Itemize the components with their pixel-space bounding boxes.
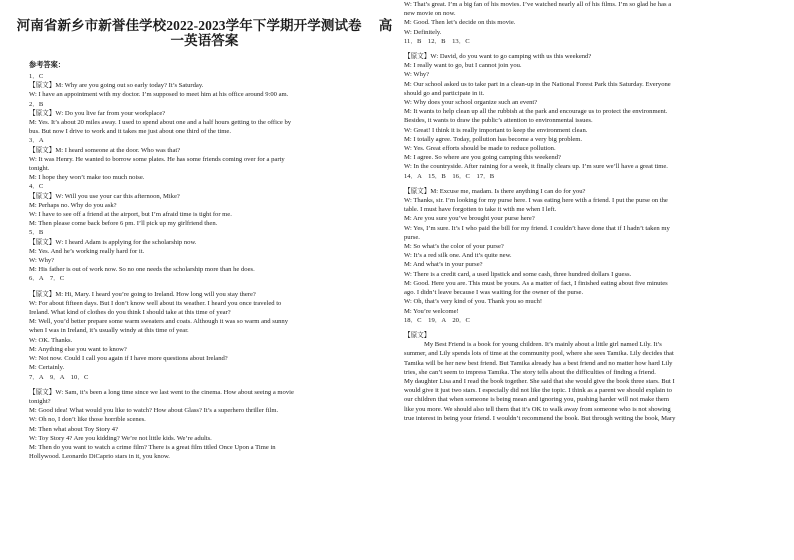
left-text-line: W: Oh no, I don’t like those horrible scenes. [29,416,146,424]
left-text-line: 【原文】W: Sam, it’s been a long time since we last went to the cinema. How about seeing a movie [29,388,294,396]
left-text-line: W: Not now. Could I call you again if I have more questions about Ireland? [29,355,228,363]
left-text-line: 4．C [29,183,44,191]
left-text-line: 【原文】M: Why are you going out so early today? It’s Saturday. [29,82,204,90]
right-text-line: M: I agree. So where are you going camping this weekend? [404,154,561,162]
left-text-line: bus. But now I drive to work and it takes me just about one third of the time. [29,128,231,136]
right-text-line: M: Our school asked us to take part in a clean-up in the National Forest Park this Saturday. Everyone [404,80,671,88]
right-text-line: our children that when someone is being mean and ignoring you, pushing harder will not make them [404,396,669,404]
right-text-line: W: Yes, I’m sure. It’s I who paid the bill for my friend. I couldn’t have done that if I hadn’t taken my [404,224,670,232]
right-text-line: 【原文】W: David, do you want to go camping with us this weekend? [404,53,592,61]
right-text-line: new movie on now. [404,10,456,18]
left-text-line: M: Yes. It’s about 20 miles away. I used to spend about one and a half hours getting to the office by [29,119,292,127]
left-text-line: M: Then do you want to watch a crime film? There is a great film titled Once Upon a Time in [29,443,276,451]
right-text-line: W: Why? [404,71,430,79]
right-text-line: M: I totally agree. Today, pollution has become a very big problem. [404,135,583,143]
right-text-line: My Best Friend is a book for young children. It’s mainly about a little girl named Lily. It’s [424,341,662,349]
left-text-line: 5．B [29,229,44,237]
right-text-line: should go and participate in it. [404,89,485,97]
right-text-line: M: So what’s the color of your purse? [404,243,504,251]
left-text-line: when I was in Ireland, it’s usually windy at this time of year. [29,327,189,335]
left-text-line: M: Then please come back before 6 pm. I’ll pick up my girlfriend then. [29,220,218,228]
right-text-line: M: And what’s in your purse? [404,261,483,269]
left-text-line: Hollywood. Leonardo DiCaprio stars in it, you know. [29,453,170,461]
left-text-line: 3．A [29,137,44,145]
left-text-line: W: OK. Thanks. [29,336,73,344]
left-text-line: 【原文】M: Hi, Mary. I heard you’re going to Ireland. How long will you stay there? [29,290,256,298]
right-text-line: W: Definitely. [404,28,442,36]
page-title: 河南省新乡市新誉佳学校2022-2023学年下学期开学测试卷 高一英语答案 [16,18,393,48]
right-text-line: 【原文】 [404,331,431,339]
left-text-line: M: Perhaps no. Why do you ask? [29,201,117,209]
right-text-line: M: You’re welcome! [404,307,459,315]
right-text-line: W: There is a credit card, a used lipstick and some cash, three hundred dollars I guess. [404,270,632,278]
left-text-line: M: Anything else you want to know? [29,345,127,353]
right-text-line: W: Yes. Great efforts should be made to reduce pollution. [404,145,556,153]
left-text-line: W: I have an appointment with my doctor. I’m supposed to meet him at his office around 9:00 am. [29,91,289,99]
left-text-line: tonight? [29,397,51,405]
left-text-line: M: Certainly. [29,364,65,372]
left-text-line: M: Well, you’d better prepare some warm sweaters and coats. Although it was so warm and sunny [29,318,289,326]
left-text-line: W: Why? [29,257,55,265]
left-text-line: 7．A 9．A 10．C [29,373,89,381]
right-text-line: W: Why does your school organize such an event? [404,99,538,107]
right-text-line: tries, she can’t seem to impress Tamika. The story tells about the difficulties of finding a friend. [404,368,656,376]
left-text-line: 【原文】W: Will you use your car this afternoon, Mike? [29,192,180,200]
right-text-line: W: Thanks, sir. I’m looking for my purse here. I was eating here with a friend. I put the purse on the [404,197,668,205]
left-text-line: 【原文】W: Do you live far from your workplace? [29,109,166,117]
left-text-line: 【原文】M: I heard someone at the door. Who was that? [29,146,181,154]
right-text-line: true interest in being your friend. I wouldn’t recommend the book. But through writing the book, Mary [404,414,676,422]
right-text-line: 【原文】M: Excuse me, madam. Is there anything I can do for you? [404,187,586,195]
right-text-line: table. I must have forgotten to take it with me when I left. [404,206,557,214]
left-text-line: W: Toy Story 4? Are you kidding? We’re not little kids. We’re adults. [29,434,212,442]
right-text-line: Tamika will be her new best friend. But Tamika already has a best friend and no matter how hard Lily [404,359,673,367]
left-text-line: 【原文】W: I heard Adam is applying for the scholarship now. [29,238,197,246]
left-column-text [29,72,396,461]
left-text-line: 2．B [29,100,44,108]
right-text-line: 14．A 15．B 16．C 17．B [404,172,495,180]
left-column [13,0,396,461]
right-text-line: ago. I didn’t leave because I was waiting for the owner of the purse. [404,289,584,297]
right-text-line: 18．C 19．A 20．C [404,316,470,324]
reference-answer-label: 参考答案： [29,60,65,69]
right-text-line: summer, and Lily spends lots of time at the community pool, where she sees Tamika. Lily decides that [404,350,674,358]
right-text-line: would give it just two stars. I especially did not like the topic. I think as a parent we should explain to [404,387,672,395]
right-text-line: W: Oh, that’s very kind of you. Thank you so much! [404,298,543,306]
left-text-line: Ireland. What kind of clothes do you think I should take at this time of year? [29,309,231,317]
left-text-line: W: For about fifteen days. But I don’t know well about its weather. I heard you once traveled to [29,299,282,307]
left-text-line: 6．A 7．C [29,275,65,283]
right-text-line: 11．B 12．B 13．C [404,37,470,45]
left-text-line: M: I hope they won’t make too much noise. [29,174,145,182]
right-column-text [404,0,787,423]
left-text-line: W: It was Henry. He wanted to borrow some plates. He has some friends coming over for a party [29,155,285,163]
right-text-line: M: I really want to go, but I cannot join you. [404,62,522,70]
left-text-line: M: Then what about Toy Story 4? [29,425,119,433]
right-text-line: My daughter Lisa and I read the book together. She said that she would give the book three stars. But I [404,377,675,385]
right-text-line: W: It’s a red silk one. And it’s quite new. [404,252,512,260]
right-text-line: M: Are you sure you’ve brought your purse here? [404,215,535,223]
right-text-line: Besides, it wants to draw the public’s attention to environmental issues. [404,117,593,125]
right-text-line: M: It wants to help clean up all the rubbish at the park and encourage us to protect the environment. [404,108,668,116]
left-text-line: M: Good idea! What would you like to watch? How about Glass? It’s a superhero thriller film. [29,407,279,415]
right-column [404,0,787,423]
right-text-line: purse. [404,233,420,241]
right-text-line: W: Great! I think it is really important to keep the environment clean. [404,126,588,134]
left-text-line: tonight. [29,165,50,173]
left-text-line: M: His father is out of work now. So no one needs the scholarship more than he does. [29,266,255,274]
right-text-line: M: Good. Then let’s decide on this movie. [404,19,516,27]
right-text-line: M: Good. Here you are. This must be yours. As a matter of fact, I finished eating about five minutes [404,279,668,287]
left-text-line: M: Yes. And he’s working really hard for it. [29,247,145,255]
left-text-line: 1．C [29,73,44,80]
left-text-line: W: I have to see off a friend at the airport, but I’m afraid time is tight for me. [29,211,232,219]
right-text-line: like you more. We should also tell them that it’s OK to walk away from someone who is not showing [404,405,671,413]
right-text-line: W: That’s great. I’m a big fan of his movies. I’ve watched nearly all of his films. I’m so glad he has a [404,1,672,8]
right-text-line: W: In the countryside. After raining for a week, it finally clears up. I’m sure we’ll have a great time. [404,163,668,171]
